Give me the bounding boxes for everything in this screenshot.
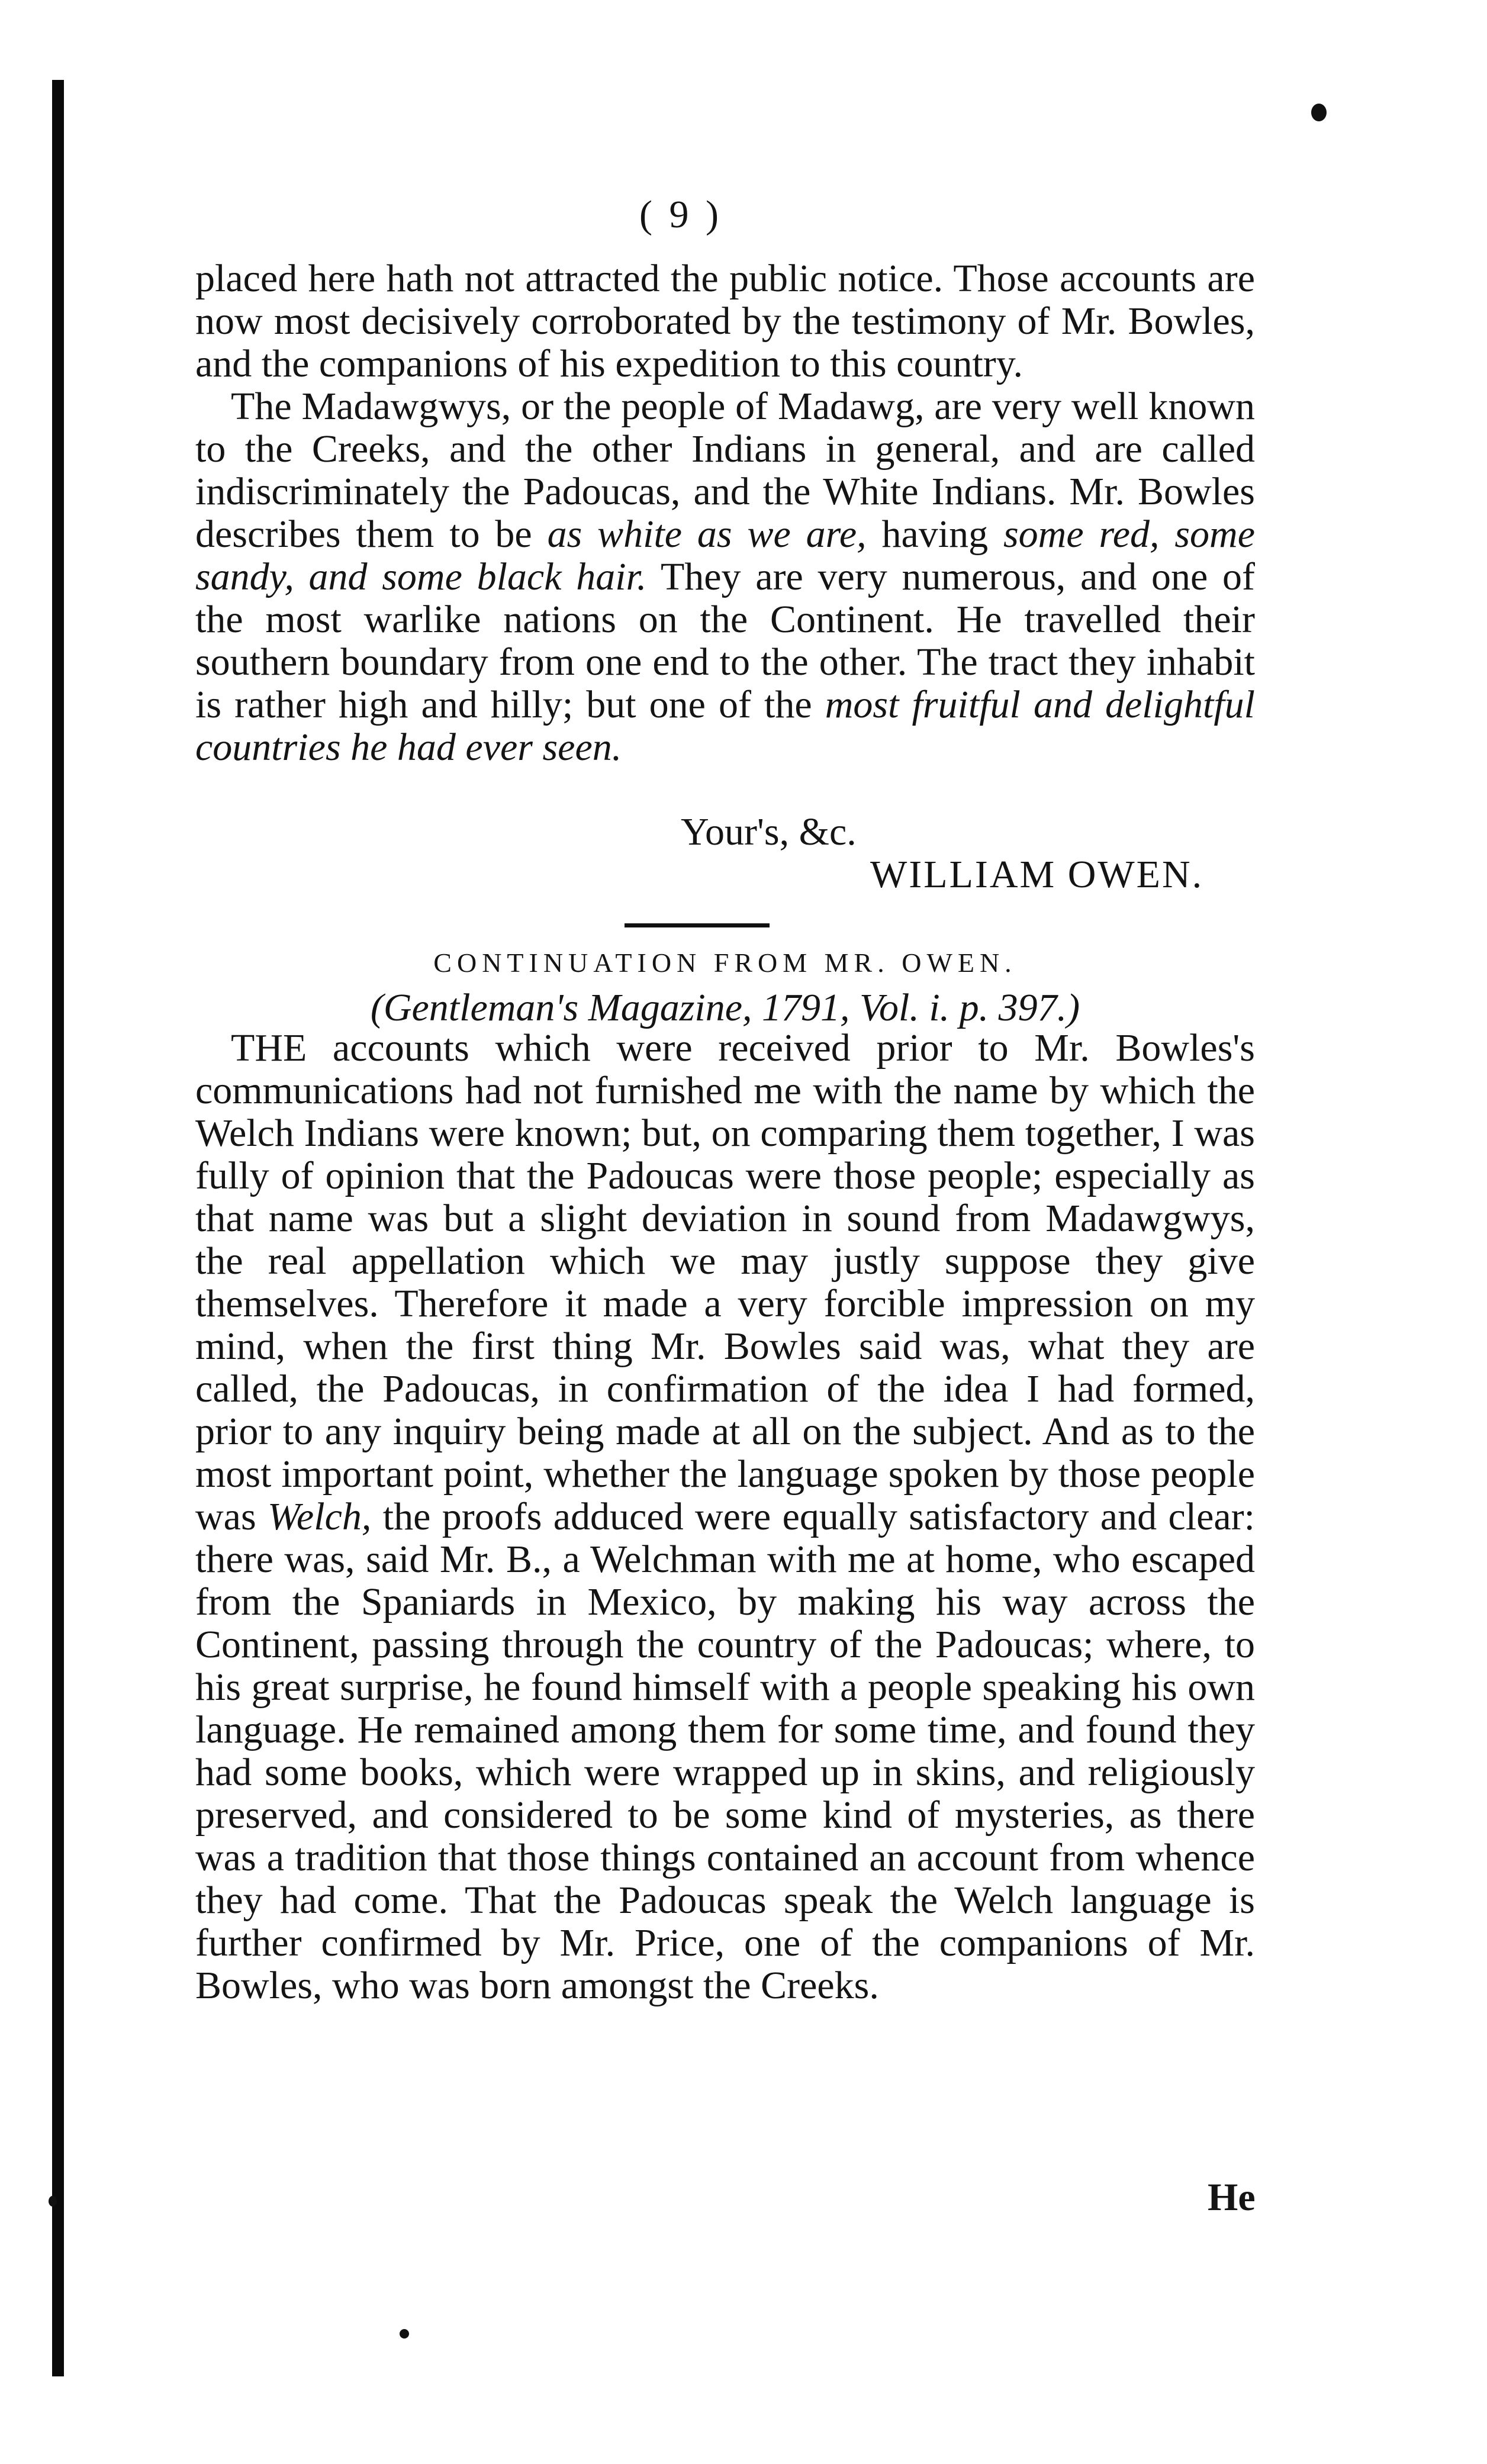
paragraph <box>195 385 1255 769</box>
text-run: The Madawgwys, or the people of Madawg, are very well known to the Creeks, and the other Indians in general, and are called indiscriminately the Padoucas, and the White Indians. Mr. Bowles describes them to be <box>195 385 1255 556</box>
section-heading: CONTINUATION FROM MR. OWEN. <box>433 948 1017 978</box>
ink-speck <box>1311 104 1327 121</box>
paragraph <box>195 257 1255 385</box>
ink-speck <box>400 2329 409 2339</box>
divider <box>625 923 770 927</box>
text-block-top <box>195 257 1255 769</box>
italic-text: Welch, <box>268 1495 372 1538</box>
italic-text: some red, some sandy, and some black hair. <box>195 513 1255 598</box>
italic-text: most fruitful and delightful countries he had ever seen. <box>195 683 1255 769</box>
binding-line <box>52 80 64 2376</box>
text-run: placed here hath not attracted the public notice. Those accounts are now most decisively corroborated by the testimony of Mr. Bowles, and the companions of his expedition to this country. <box>195 257 1255 385</box>
closing: Your's, &c. <box>681 810 857 853</box>
text-run: having <box>866 513 1003 556</box>
citation: (Gentleman's Magazine, 1791, Vol. i. p. 397.) <box>370 986 1080 1029</box>
page-number: ( 9 ) <box>639 193 722 236</box>
text-run: They are very numerous, and one of the most warlike nations on the Continent. He travelled their southern boundary from one end to the other. The tract they inhabit is rather high and hilly; but one of the <box>195 555 1255 726</box>
text-run: the proofs adduced were equally satisfactory and clear: there was, said Mr. B., a Welchman with me at home, who escaped from the Spaniards in Mexico, by making his way across the Continent, passing through the country of the Padoucas; where, to his great surprise, he found himself with a people speaking his own language. He remained among them for some time, and found they had some books, which were wrapped up in skins, and religiously preserved, and considered to be some kind of mysteries, as there was a tradition that those things contained an account from whence they had come. That the Padoucas speak the Welch language is further confirmed by Mr. Price, one of the companions of Mr. Bowles, who was born amongst the Creeks. <box>195 1495 1255 2007</box>
italic-text: as white as we are, <box>547 513 867 556</box>
paragraph <box>195 1027 1255 2007</box>
text-block-bottom <box>195 1027 1255 2007</box>
catchword: He <box>1208 2176 1256 2219</box>
text-run: THE accounts which were received prior to Mr. Bowles's communications had not furnished me with the name by which the Welch Indians were known; but, on comparing them together, I was fully of opinion that the Padoucas were those people; especially as that name was but a slight deviation in sound from Madawgwys, the real appellation which we may justly suppose they give themselves. Therefore it made a very forcible impression on my mind, when the first thing Mr. Bowles said was, what they are called, the Padoucas, in confirmation of the idea I had formed, prior to any inquiry being made at all on the subject. And as to the most important point, whether the language spoken by those people was <box>195 1026 1255 1538</box>
signature: WILLIAM OWEN. <box>870 853 1204 896</box>
ink-speck <box>49 2196 57 2207</box>
